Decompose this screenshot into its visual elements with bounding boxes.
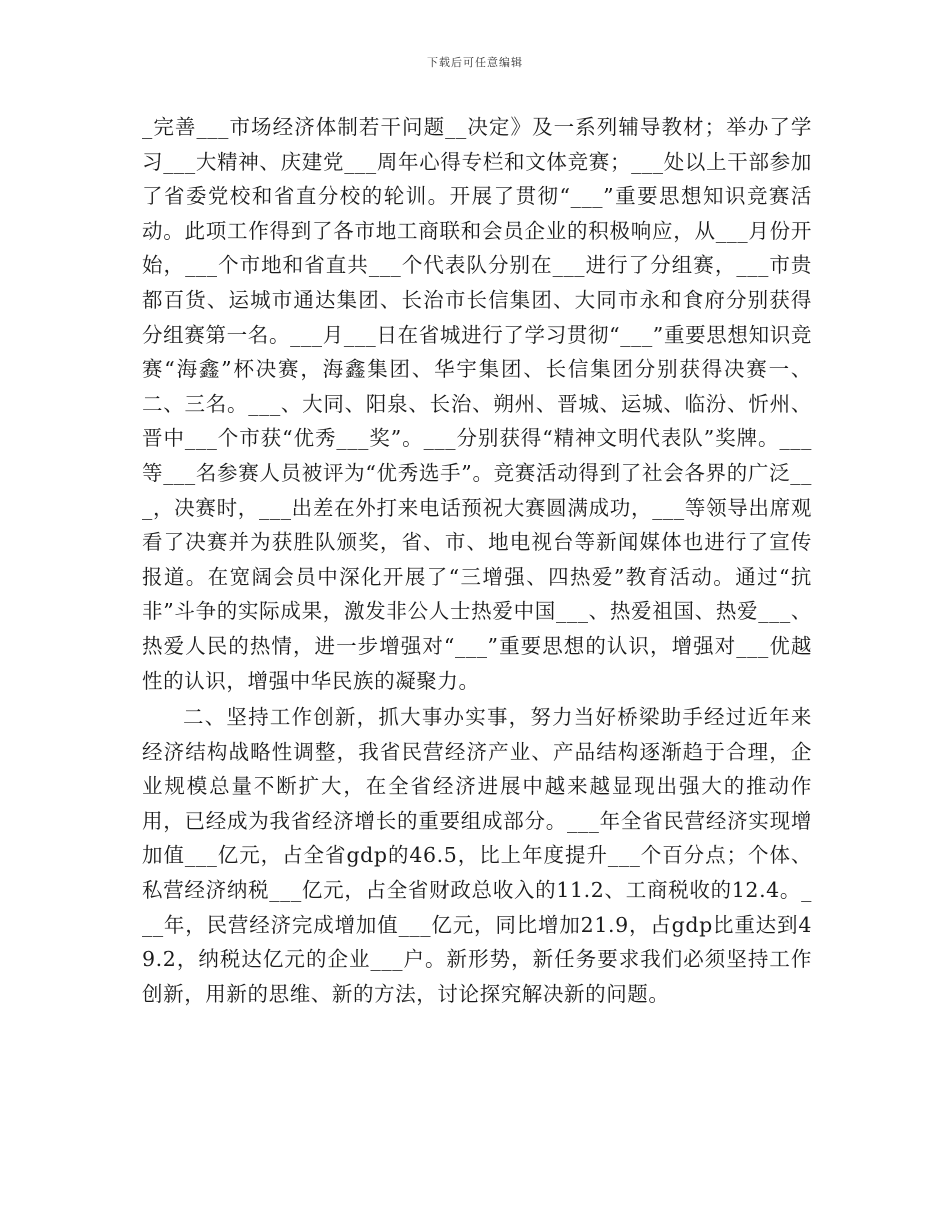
paragraph-1: _完善___市场经济体制若干问题__决定》及一系列辅导教材；举办了学习___大精神、庆建党___周年心得专栏和文体竞赛；___处以上干部参加了省委党校和省直分校的轮训。开展了贯彻“___”重要思想知识竞赛活动。此项工作得到了各市地工商联和会员企业的积极响应，从___月份开始，___个市地和省直共___个代表队分别在___进行了分组赛，___市贵都百货、运城市通达集团、长治市长信集团、大同市永和食府分别获得分组赛第一名。___月___日在省城进行了学习贯彻“___”重要思想知识竞赛“海鑫”杯决赛，海鑫集团、华宇集团、长信集团分别获得决赛一、二、三名。___、大同、阳泉、长治、朔州、晋城、运城、临汾、忻州、晋中___个市获“优秀___奖”。___分别获得“精神文明代表队”奖牌。___等___名参赛人员被评为“优秀选手”。竞赛活动得到了社会各界的广泛___，决赛时，___出差在外打来电话预祝大赛圆满成功，___等领导出席观看了决赛并为获胜队颁奖，省、市、地电视台等新闻媒体也进行了宣传报道。在宽阔会员中深化开展了“三增强、四热爱”教育活动。通过“抗非”斗争的实际成果，激发非公人士热爱中国___、热爱祖国、热爱___、热爱人民的热情，进一步增强对“___”重要思想的认识，增强对___优越性的认识，增强中华民族的凝聚力。 bbox=[142, 115, 812, 693]
page-header: 下载后可任意编辑 bbox=[427, 56, 523, 69]
document-body bbox=[142, 110, 812, 1011]
paragraph-2: 二、坚持工作创新，抓大事办实事，努力当好桥梁助手经过近年来经济结构战略性调整，我省民营经济产业、产品结构逐渐趋于合理，企业规模总量不断扩大，在全省经济进展中越来越显现出强大的推动作用，已经成为我省经济增长的重要组成部分。___年全省民营经济实现增加值___亿元，占全省gdp的46.5，比上年度提升___个百分点；个体、私营经济纳税___亿元，占全省财政总收入的11.2、工商税收的12.4。___年，民营经济完成增加值___亿元，同比增加21.9，占gdp比重达到49.2，纳税达亿元的企业___户。新形势，新任务要求我们必须坚持工作创新，用新的思维、新的方法，讨论探究解决新的问题。 bbox=[142, 705, 812, 1006]
